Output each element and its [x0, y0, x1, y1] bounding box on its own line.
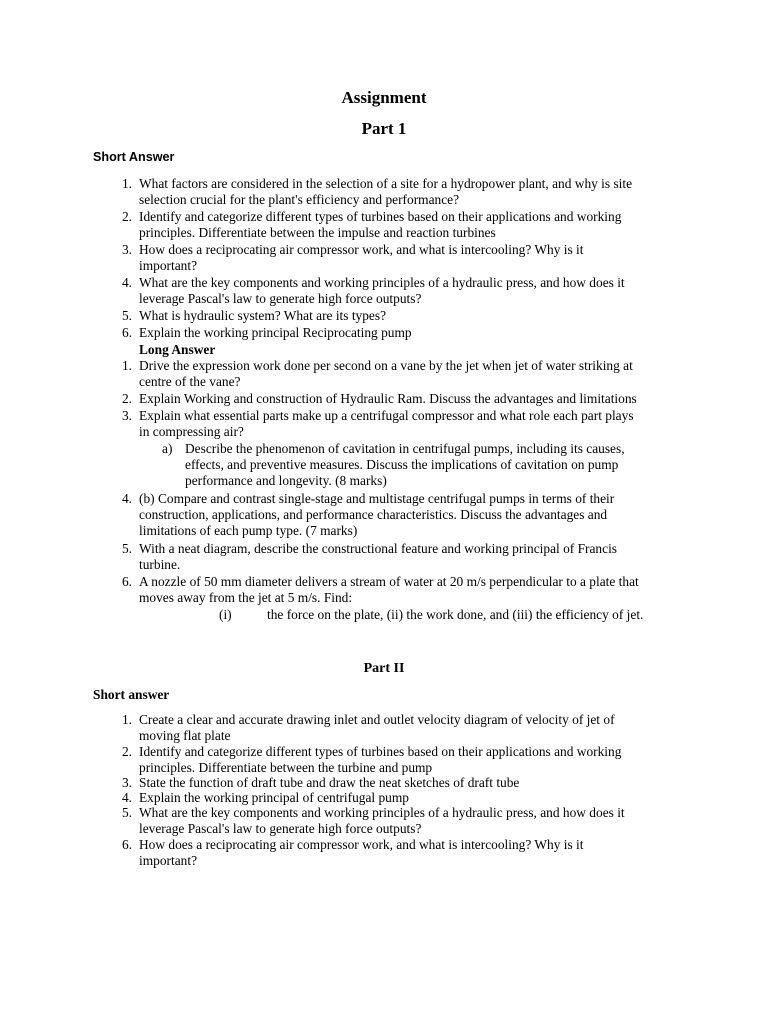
list-item-text: leverage Pascal's law to generate high force outputs? — [139, 821, 422, 836]
list-item-number: 4. — [121, 491, 132, 506]
list-item-text: (b) Compare and contrast single-stage and multistage centrifugal pumps in terms of their — [139, 491, 615, 506]
list-item-number: 5. — [121, 541, 132, 556]
list-item-text: With a neat diagram, describe the constructional feature and working principal of Francis — [139, 541, 618, 556]
list-item-text: selection crucial for the plant's efficiency and performance? — [139, 192, 460, 207]
list-item-text: turbine. — [139, 557, 181, 572]
list-item-number: 6. — [121, 325, 132, 340]
list-item-text: What are the key components and working principles of a hydraulic press, and how does it — [139, 805, 625, 820]
list-item-number: 1. — [121, 712, 132, 727]
list-item-text: Drive the expression work done per second on a vane by the jet when jet of water striking at — [139, 358, 633, 373]
list-item-text: Identify and categorize different types of turbines based on their applications and working — [139, 744, 622, 759]
list-item-number: 6. — [121, 837, 132, 852]
list-item-text: principles. Differentiate between the impulse and reaction turbines — [139, 225, 496, 240]
document-title: Assignment — [341, 88, 427, 107]
part2-short-answer-heading: Short answer — [93, 687, 170, 702]
list-item-number: 3. — [121, 242, 132, 257]
list-item-number: 1. — [121, 176, 132, 191]
sub-item-text: performance and longevity. (8 marks) — [185, 473, 387, 488]
roman-item-text: the force on the plate, (ii) the work done, and (iii) the efficiency of jet. — [267, 607, 644, 622]
sub-item-text: Describe the phenomenon of cavitation in centrifugal pumps, including its causes, — [185, 441, 625, 456]
part1-short-answer-heading: Short Answer — [93, 150, 175, 164]
list-item-text: construction, applications, and performance characteristics. Discuss the advantages and — [139, 507, 608, 522]
list-item-text: centre of the vane? — [139, 374, 241, 389]
list-item-text: leverage Pascal's law to generate high force outputs? — [139, 291, 422, 306]
list-item-number: 4. — [121, 790, 132, 805]
list-item-text: Explain Working and construction of Hydraulic Ram. Discuss the advantages and limitations — [139, 391, 637, 406]
list-item-number: 2. — [121, 209, 132, 224]
list-item-number: 2. — [121, 744, 132, 759]
part1-heading: Part 1 — [361, 119, 407, 138]
list-item-text: Identify and categorize different types of turbines based on their applications and working — [139, 209, 622, 224]
list-item-text: What factors are considered in the selection of a site for a hydropower plant, and why is site — [139, 176, 633, 191]
list-item-text: in compressing air? — [139, 424, 244, 439]
list-item-text: Explain the working principal of centrifugal pump — [139, 790, 409, 805]
list-item-number: 4. — [121, 275, 132, 290]
list-item-text: Explain the working principal Reciprocating pump — [139, 325, 412, 340]
list-item-number: 6. — [121, 574, 132, 589]
list-item-text: important? — [139, 853, 198, 868]
list-item-text: Explain what essential parts make up a centrifugal compressor and what role each part plays — [139, 408, 634, 423]
part2-heading: Part II — [363, 661, 405, 676]
list-item-number: 5. — [121, 308, 132, 323]
list-item-text: What is hydraulic system? What are its types? — [139, 308, 387, 323]
roman-item-marker: (i) — [219, 607, 232, 622]
list-item-text: moving flat plate — [139, 728, 231, 743]
list-item-number: 1. — [121, 358, 132, 373]
list-item-text: How does a reciprocating air compressor work, and what is intercooling? Why is it — [139, 837, 584, 852]
list-item-number: 2. — [121, 391, 132, 406]
list-item-text: How does a reciprocating air compressor work, and what is intercooling? Why is it — [139, 242, 584, 257]
list-item-text: State the function of draft tube and draw the neat sketches of draft tube — [139, 775, 520, 790]
list-item-text: important? — [139, 258, 198, 273]
list-item-text: moves away from the jet at 5 m/s. Find: — [139, 590, 353, 605]
sub-item-marker: a) — [162, 441, 173, 456]
list-item-number: 3. — [121, 408, 132, 423]
list-item-text: principles. Differentiate between the turbine and pump — [139, 760, 433, 775]
sub-item-text: effects, and preventive measures. Discuss the implications of cavitation on pump — [185, 457, 619, 472]
list-item-text: A nozzle of 50 mm diameter delivers a stream of water at 20 m/s perpendicular to a plate that — [139, 574, 639, 589]
list-item-number: 3. — [121, 775, 132, 790]
list-item-text: What are the key components and working principles of a hydraulic press, and how does it — [139, 275, 625, 290]
list-item-text: limitations of each pump type. (7 marks) — [139, 523, 358, 538]
list-item-number: 5. — [121, 805, 132, 820]
long-answer-heading: Long Answer — [139, 342, 216, 357]
list-item-text: Create a clear and accurate drawing inlet and outlet velocity diagram of velocity of jet of — [139, 712, 615, 727]
